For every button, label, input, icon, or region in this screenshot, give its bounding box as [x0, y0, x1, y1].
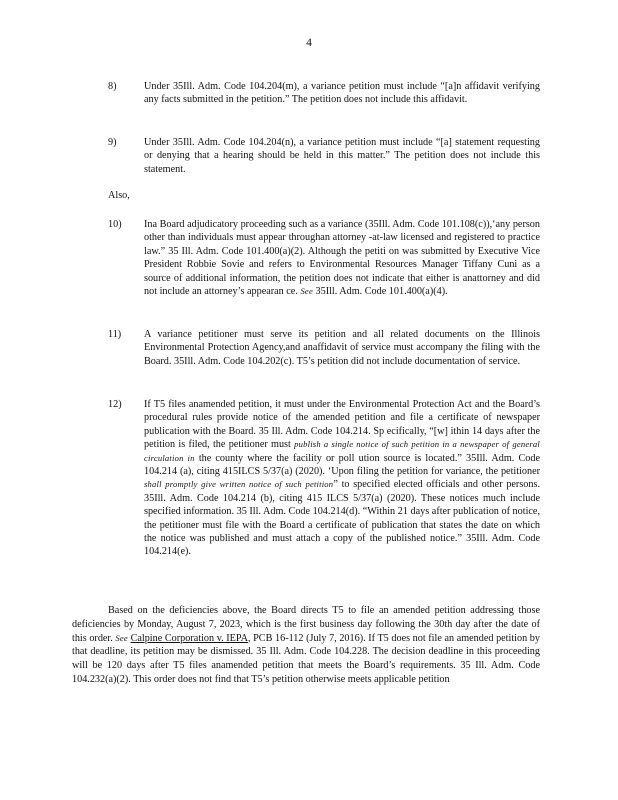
item-text — [144, 398, 540, 559]
see-signal: See — [300, 286, 313, 297]
text-span: ” to specified elected officials and other persons. 35Ill. Adm. Code 104.214 (b), citing 415 ILCS 5/37(a) (2020). These notices much include specified information. 35 Ill. Adm. Code 104.214(d). “Within 21 days after publication of notice, the petitioner must file with the Board a certificate of publication that states the date on which the notice was published and must attach a copy of the published notice.” 35Ill. Adm. Code 104.214(e). — [144, 479, 540, 558]
italic-quote: shall promptly give written notice of such petition — [144, 479, 334, 490]
list-item-11 — [108, 328, 540, 368]
conclusion-paragraph — [72, 604, 540, 687]
text-span: 35Ill. Adm. Code 101.400(a)(4). — [315, 286, 448, 298]
page-number: 4 — [306, 37, 312, 49]
item-number: 9) — [108, 137, 117, 148]
also-label: Also, — [108, 190, 130, 201]
item-text: A variance petitioner must serve its petition and all related documents on the Illinois Environmental Protection Agency,and anaffidavit of service must accompany the filing with the Board. 35Ill. Adm. Code 104.202(c). T5’s petition did not include documentation of service. — [144, 329, 540, 367]
item-number: 8) — [108, 81, 117, 92]
case-citation: Calpine Corporation v. IEPA — [130, 632, 248, 644]
list-item-10 — [108, 218, 540, 298]
list-item-12 — [108, 398, 540, 559]
item-text — [144, 218, 540, 298]
item-text: Under 35Ill. Adm. Code 104.204(m), a variance petition must include “[a]n affidavit verifying any facts submitted in the petition.” The petition does not include this affidavit. — [144, 81, 540, 106]
see-signal: See — [115, 632, 128, 643]
list-item-9 — [108, 136, 540, 176]
item-number: 11) — [108, 329, 122, 340]
text-span: , PCB 16-112 (July 7, 2016). If T5 does not file an amended petition by that deadline, its petition may be dismissed. 35 Ill. Adm. Code 104.228. The decision deadline in this proceeding will be 120 days after T5 files anamended petition that meets the Board’s requirements. 35 Ill. Adm. Code 104.232(a)(2). This order does not find that T5’s petition otherwise meets applicable petition — [72, 632, 540, 685]
item-number: 12) — [108, 399, 122, 410]
list-item-8 — [108, 80, 540, 107]
item-number: 10) — [108, 219, 122, 230]
text-span: Ina Board adjudicatory proceeding such as a variance (35Ill. Adm. Code 101.108(c)),‘any person other than individuals must appear throughan attorney -at-law licensed and registered to practice law.” 35 Ill. Adm. Code 101.400(a)(2). Although the petiti on was submitted by Executive Vice President Robbie Sovie and refers to Environmental Resources Manager Tiffany Cuni as a source of additional information, the petition does not indicate that either is anattorney and did not include an attorney’s appearan ce. — [144, 219, 540, 298]
italic-quote: publish a single notice of such petition in a newspaper of general circulation in — [144, 439, 541, 463]
text-span: Based on the deficiencies above, the Board directs T5 to file an amended petition addressing those deficiencies by Monday, August 7, 2023, which is the first business day following the 30th day after the date of this order. — [72, 605, 540, 644]
item-text: Under 35Ill. Adm. Code 104.204(n), a variance petition must include “[a] statement requesting or denying that a hearing should be held in this matter.” The petition does not include this statement. — [144, 137, 540, 175]
text-span: If T5 files anamended petition, it must under the Environmental Protection Act and the Board’s procedural rules provide notice of the amended petition and file a certificate of newspaper publication with the Board. 35 Ill. Adm. Code 104.214. Sp ecifically, “[w] ithin 14 days after the petition is filed, the petitioner must — [144, 399, 540, 451]
text-span: the county where the facility or poll ution source is located.” 35Ill. Adm. Code 104.214 (a), citing 415ILCS 5/37(a) (2020). ‘Upon filing the petition for variance, the petitioner — [144, 452, 541, 478]
